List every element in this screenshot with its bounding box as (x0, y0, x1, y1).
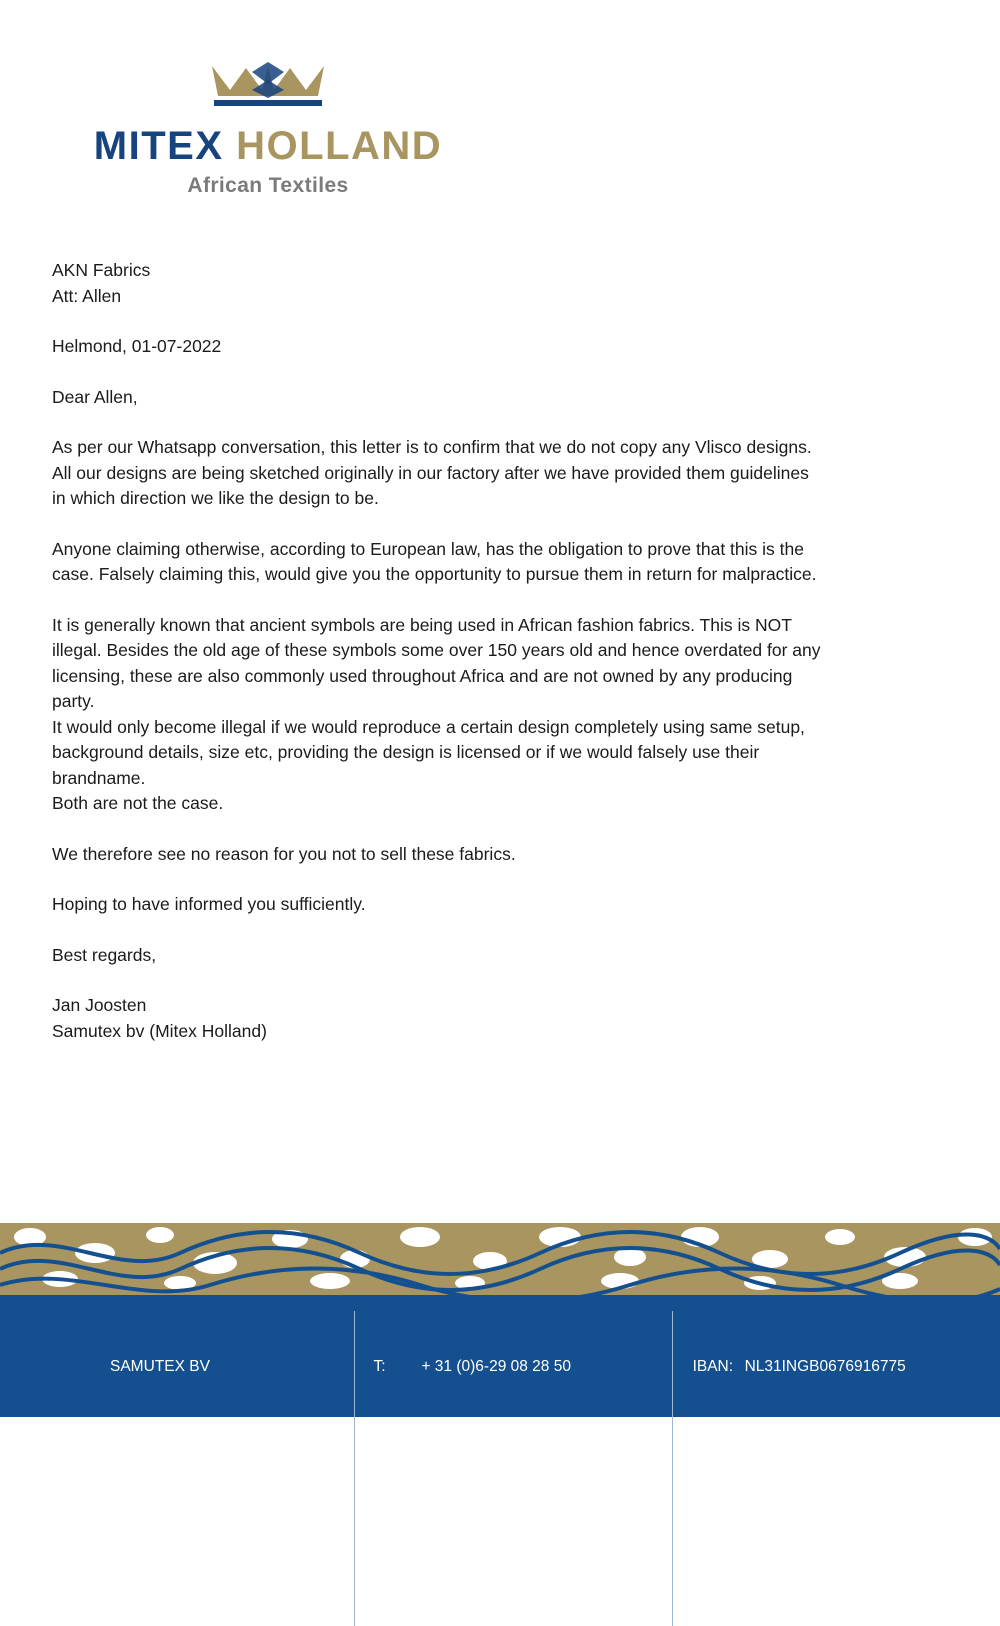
paragraph-2-line-2: case. Falsely claiming this, would give you the opportunity to pursue them in return for malpractice. (52, 564, 817, 584)
recipient-block (52, 258, 932, 309)
footer-contact-values (421, 1311, 671, 1626)
footer-street: Varenschut 17H (110, 1425, 220, 1443)
footer-bank-values (745, 1311, 960, 1626)
footer-iban-label: IBAN: (692, 1358, 734, 1375)
brand-wordmark (58, 124, 478, 169)
paragraph-4 (52, 715, 932, 817)
paragraph-3-line-3: licensing, these are also commonly used throughout Africa and are not owned by any producing (52, 665, 793, 686)
recipient-company: AKN Fabrics (52, 260, 151, 280)
paragraph-1 (52, 435, 932, 512)
salutation (52, 385, 932, 411)
brand-name-second: HOLLAND (236, 124, 443, 168)
paragraph-6 (52, 892, 932, 918)
footer-coc-label: KvK: (373, 1560, 407, 1578)
paragraph-6-text: Hoping to have informed you sufficiently. (52, 894, 366, 914)
footer-iban-value: NL31INGB0676916775 (744, 1358, 906, 1375)
paragraph-1-line-2: All our designs are being sketched originally in our factory after we have provided them guidelines (52, 462, 809, 483)
footer-postal-city: 5705 DK Helmond (110, 1493, 237, 1510)
paragraph-5 (52, 842, 932, 868)
paragraph-3-line-4: party. (52, 691, 95, 711)
paragraph-2-line-1: Anyone claiming otherwise, according to European law, has the obligation to prove that this is the (52, 538, 804, 559)
paragraph-2 (52, 537, 932, 588)
footer-bank-labels (693, 1311, 745, 1626)
footer-contact-column (354, 1311, 671, 1626)
salutation-text: Dear Allen, (52, 386, 138, 407)
footer-company-name: SAMUTEX BV (110, 1358, 210, 1375)
paragraph-1-line-1: As per our Whatsapp conversation, this letter is to confirm that we do not copy any Vlisco designs. (52, 437, 812, 457)
footer-contact-labels (373, 1311, 421, 1626)
footer-country: Nederland (110, 1560, 182, 1578)
footer-bic-value: INGBNL2A (744, 1493, 822, 1510)
signature-company: Samutex bv (Mitex Holland) (52, 1020, 267, 1041)
place-date-text: Helmond, 01-07-2022 (52, 336, 222, 356)
footer-web-label: W: (373, 1493, 393, 1510)
signature-name: Jan Joosten (52, 995, 147, 1015)
footer-coc-value: 68355386 (421, 1560, 491, 1578)
paragraph-4-line-3: brandname. (52, 767, 146, 788)
footer-web-value[interactable]: www.mitexholland.com (421, 1493, 580, 1510)
letter-body (52, 258, 932, 1069)
paragraph-3-line-1: It is generally known that ancient symbols are being used in African fashion fabrics. This is NOT (52, 614, 792, 635)
letterhead (58, 52, 478, 202)
footer-phone-label: T: (373, 1358, 386, 1375)
paragraph-4-line-1: It would only become illegal if we would reproduce a certain design completely using same setup, (52, 716, 805, 737)
paragraph-3 (52, 613, 932, 715)
footer-btw-label: BTW: (692, 1425, 732, 1443)
paragraph-4-line-2: background details, size etc, providing the design is licensed or if we would falsely use their (52, 742, 760, 762)
paragraph-5-text: We therefore see no reason for you not to sell these fabrics. (52, 843, 516, 864)
paragraph-1-line-3: in which direction we like the design to be. (52, 488, 379, 508)
footer-btw-value: NL857407909B01 (744, 1425, 870, 1443)
closing-text: Best regards, (52, 944, 157, 965)
recipient-attention: Att: Allen (52, 285, 122, 306)
footer-email-value[interactable]: sales@mitexholland.com (421, 1425, 594, 1443)
place-date (52, 334, 932, 360)
paragraph-3-line-2: illegal. Besides the old age of these symbols some over 150 years old and hence overdated for any (52, 640, 821, 660)
footer-bar (0, 1295, 1000, 1578)
paragraph-4-line-4: Both are not the case. (52, 793, 224, 813)
footer-email-label: E: (373, 1425, 389, 1443)
signature-block (52, 993, 932, 1044)
footer-bic-label: BIC: (692, 1493, 723, 1510)
closing (52, 943, 932, 969)
footer-phone-value: + 31 (0)6-29 08 28 50 (421, 1358, 571, 1375)
footer-decorative-pattern (0, 1223, 1000, 1295)
brand-name-first: MITEX (93, 124, 224, 168)
crown-icon (208, 60, 328, 112)
brand-tagline: African Textiles (187, 174, 349, 197)
footer-address-column (110, 1311, 354, 1626)
footer-bank-column (672, 1311, 960, 1626)
